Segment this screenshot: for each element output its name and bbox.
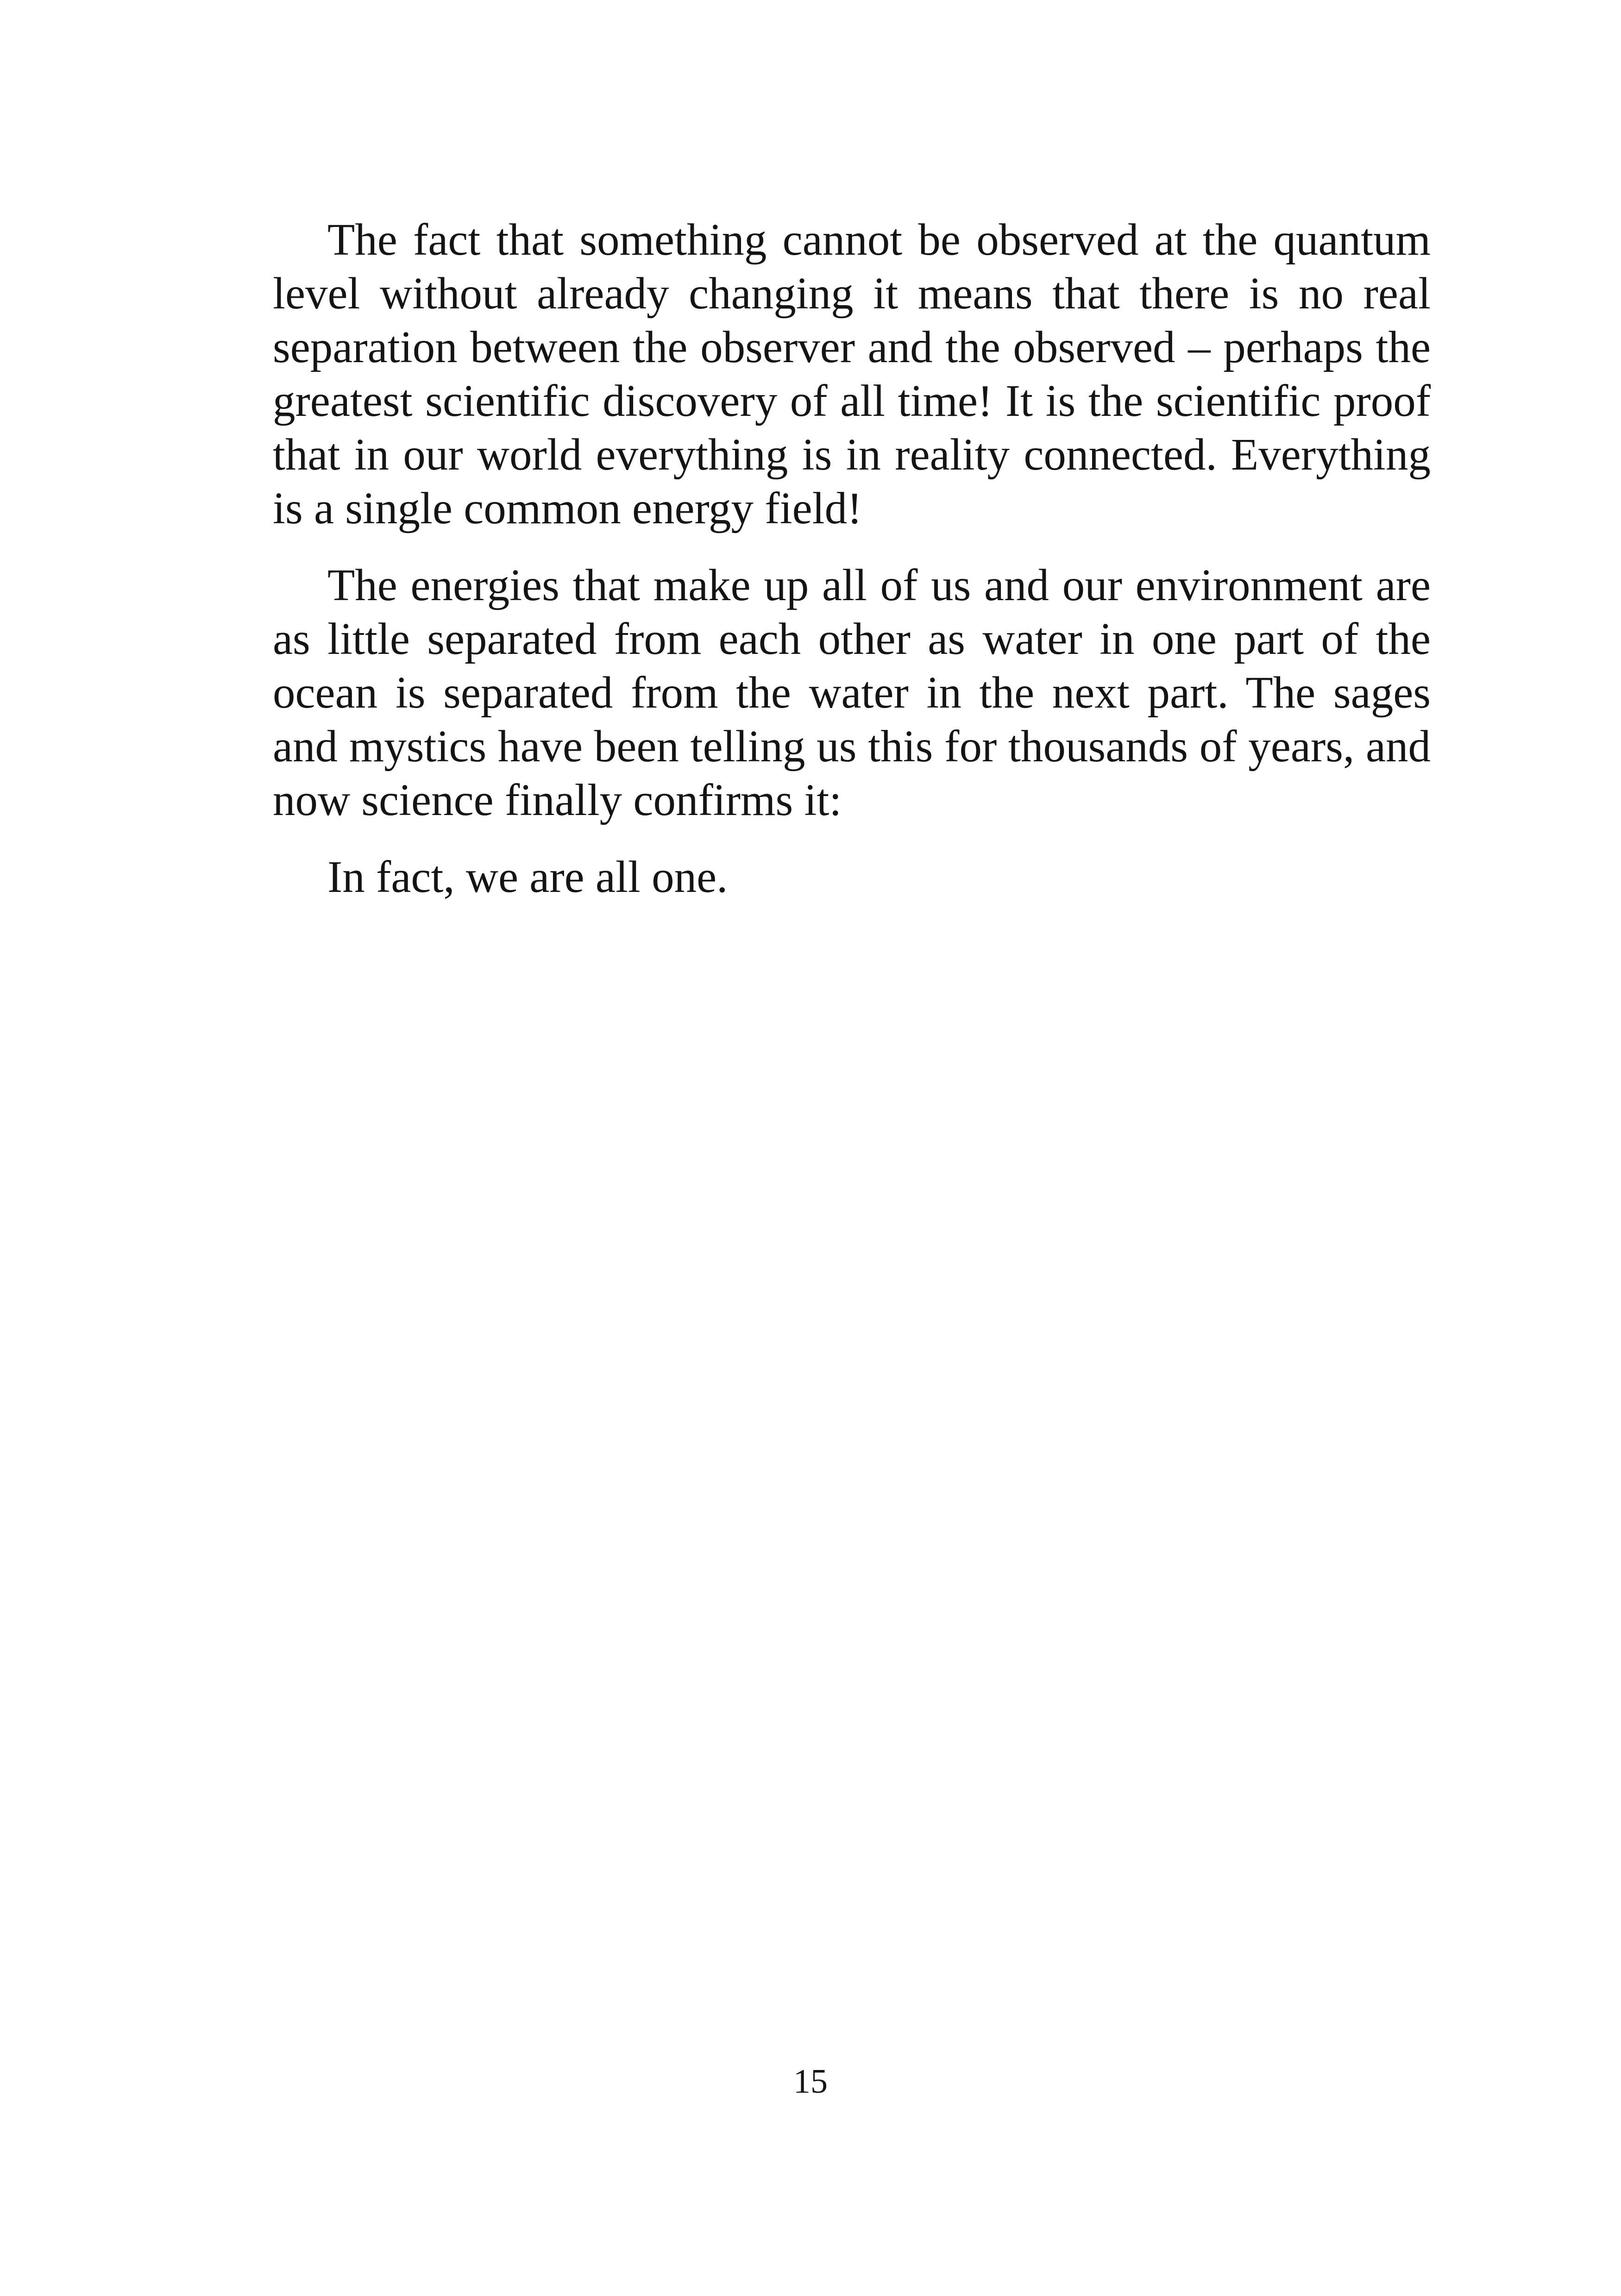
paragraph-2: The energies that make up all of us and our environment are as little separated from each other as water in one part of the ocean is separated from the water in the next part. The sages and mystics have been telling us this for thousands of years, and now science finally confirms it: [273, 560, 1431, 825]
body-text [273, 213, 1431, 927]
paragraph-3: In fact, we are all one. [327, 852, 728, 902]
paragraph-1: The fact that something cannot be observed at the quantum level without already changing it means that there is no real separation between the observer and the observed – perhaps the greatest scientific discovery of all time! It is the scientific proof that in our world everything is in reality connected. Everything is a single common energy field! [273, 215, 1431, 533]
page-number: 15 [793, 2063, 828, 2101]
